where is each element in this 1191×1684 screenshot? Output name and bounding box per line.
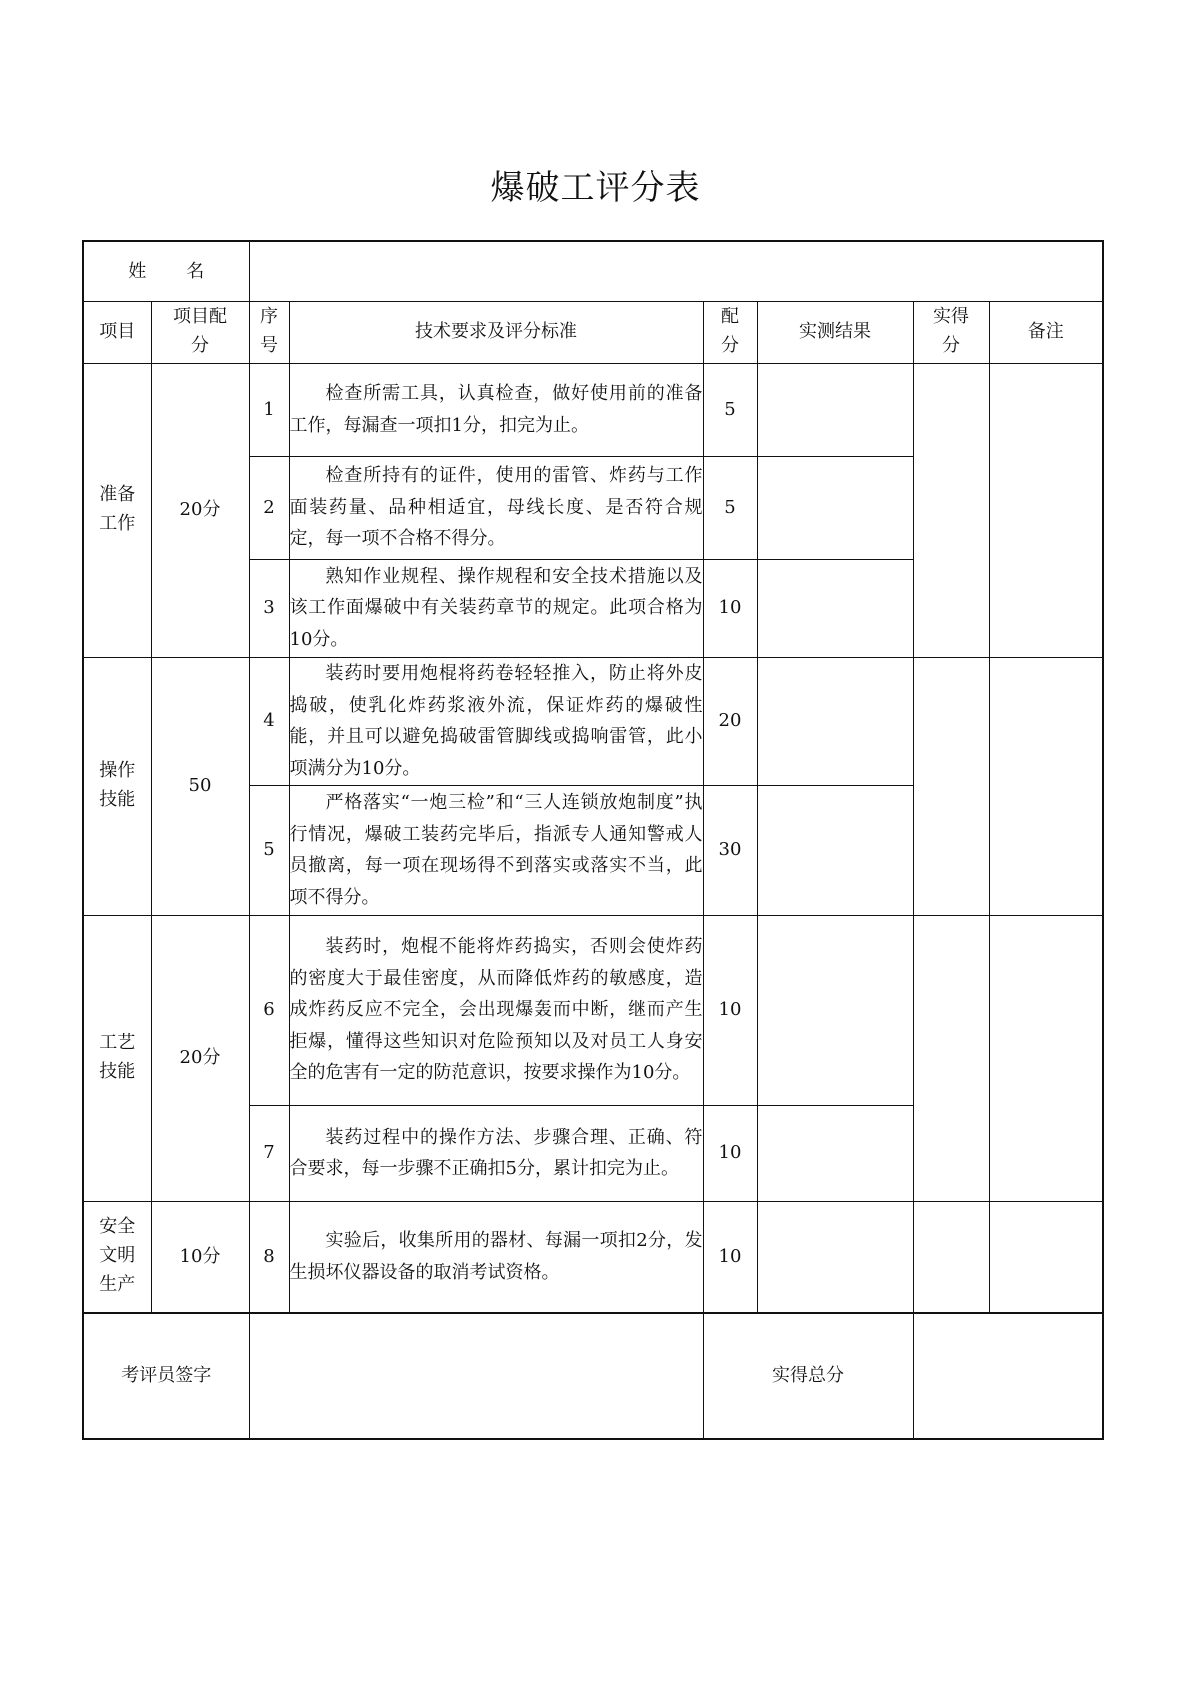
header-item-points: 项目配分 <box>151 301 249 363</box>
name-value-cell[interactable] <box>249 241 1103 301</box>
result-cell[interactable] <box>757 559 913 657</box>
header-result: 实测结果 <box>757 301 913 363</box>
points-cell: 10 <box>703 1201 757 1313</box>
name-label-cell <box>83 241 249 301</box>
seq-cell: 6 <box>249 915 289 1105</box>
criteria-cell: 装药时要用炮棍将药卷轻轻推入，防止将外皮捣破，使乳化炸药浆液外流，保证炸药的爆破性能，并且可以避免捣破雷管脚线或捣响雷管，此小项满分为10分。 <box>289 657 703 785</box>
points-cell: 20 <box>703 657 757 785</box>
criteria-cell: 装药时，炮棍不能将炸药捣实，否则会使炸药的密度大于最佳密度，从而降低炸药的敏感度，造成炸药反应不完全，会出现爆轰而中断，继而产生拒爆，懂得这些知识对危险预知以及对员工人身安全的危害有一定的防范意识，按要求操作为10分。 <box>289 915 703 1105</box>
remarks-cell[interactable] <box>989 363 1103 657</box>
group-name-cell: 准备工作 <box>83 363 151 657</box>
seq-cell: 7 <box>249 1105 289 1201</box>
criteria-cell: 检查所需工具，认真检查，做好使用前的准备工作，每漏查一项扣1分，扣完为止。 <box>289 363 703 456</box>
criteria-cell: 检查所持有的证件，使用的雷管、炸药与工作面装药量、品种相适宜，母线长度、是否符合规定，每一项不合格不得分。 <box>289 456 703 559</box>
seq-cell: 3 <box>249 559 289 657</box>
name-label: 姓名 <box>128 260 245 282</box>
table-row <box>83 657 1103 785</box>
header-item: 项目 <box>83 301 151 363</box>
table-row <box>83 1201 1103 1313</box>
total-score-cell[interactable] <box>913 1313 1103 1439</box>
result-cell[interactable] <box>757 785 913 915</box>
name-row <box>83 241 1103 301</box>
seq-cell: 4 <box>249 657 289 785</box>
seq-cell: 2 <box>249 456 289 559</box>
examiner-label-cell <box>83 1313 249 1439</box>
score-table <box>82 240 1104 1440</box>
remarks-cell[interactable] <box>989 915 1103 1201</box>
header-row <box>83 301 1103 363</box>
header-remarks: 备注 <box>989 301 1103 363</box>
header-actual: 实得分 <box>913 301 989 363</box>
group-points-cell: 20分 <box>151 363 249 657</box>
seq-cell: 8 <box>249 1201 289 1313</box>
actual-score-cell[interactable] <box>913 363 989 657</box>
actual-score-cell[interactable] <box>913 1201 989 1313</box>
document-title: 爆破工评分表 <box>490 168 701 208</box>
group-points-cell: 50 <box>151 657 249 915</box>
points-cell: 10 <box>703 915 757 1105</box>
group-name-cell: 工艺技能 <box>83 915 151 1201</box>
group-name-cell: 操作技能 <box>83 657 151 915</box>
header-seq: 序号 <box>249 301 289 363</box>
total-label: 实得总分 <box>772 1365 844 1387</box>
result-cell[interactable] <box>757 1105 913 1201</box>
criteria-cell: 实验后，收集所用的器材、每漏一项扣2分，发生损坏仪器设备的取消考试资格。 <box>289 1201 703 1313</box>
points-cell: 30 <box>703 785 757 915</box>
remarks-cell[interactable] <box>989 1201 1103 1313</box>
criteria-cell: 严格落实“一炮三检”和“三人连锁放炮制度”执行情况，爆破工装药完毕后，指派专人通知警戒人员撤离，每一项在现场得不到落实或落实不当，此项不得分。 <box>289 785 703 915</box>
group-points-cell: 10分 <box>151 1201 249 1313</box>
table-row <box>83 363 1103 456</box>
footer-row <box>83 1313 1103 1439</box>
total-label-cell <box>703 1313 913 1439</box>
result-cell[interactable] <box>757 1201 913 1313</box>
group-points-cell: 20分 <box>151 915 249 1201</box>
result-cell[interactable] <box>757 456 913 559</box>
actual-score-cell[interactable] <box>913 915 989 1201</box>
examiner-signature-cell[interactable] <box>249 1313 703 1439</box>
actual-score-cell[interactable] <box>913 657 989 915</box>
points-cell: 5 <box>703 456 757 559</box>
result-cell[interactable] <box>757 657 913 785</box>
seq-cell: 1 <box>249 363 289 456</box>
remarks-cell[interactable] <box>989 657 1103 915</box>
table-row <box>83 915 1103 1105</box>
header-points: 配分 <box>703 301 757 363</box>
seq-cell: 5 <box>249 785 289 915</box>
header-criteria: 技术要求及评分标准 <box>289 301 703 363</box>
result-cell[interactable] <box>757 363 913 456</box>
points-cell: 10 <box>703 559 757 657</box>
points-cell: 5 <box>703 363 757 456</box>
points-cell: 10 <box>703 1105 757 1201</box>
criteria-cell: 熟知作业规程、操作规程和安全技术措施以及该工作面爆破中有关装药章节的规定。此项合格为10分。 <box>289 559 703 657</box>
criteria-cell: 装药过程中的操作方法、步骤合理、正确、符合要求，每一步骤不正确扣5分，累计扣完为止。 <box>289 1105 703 1201</box>
examiner-label: 考评员签字 <box>121 1365 212 1387</box>
result-cell[interactable] <box>757 915 913 1105</box>
group-name-cell: 安全文明生产 <box>83 1201 151 1313</box>
